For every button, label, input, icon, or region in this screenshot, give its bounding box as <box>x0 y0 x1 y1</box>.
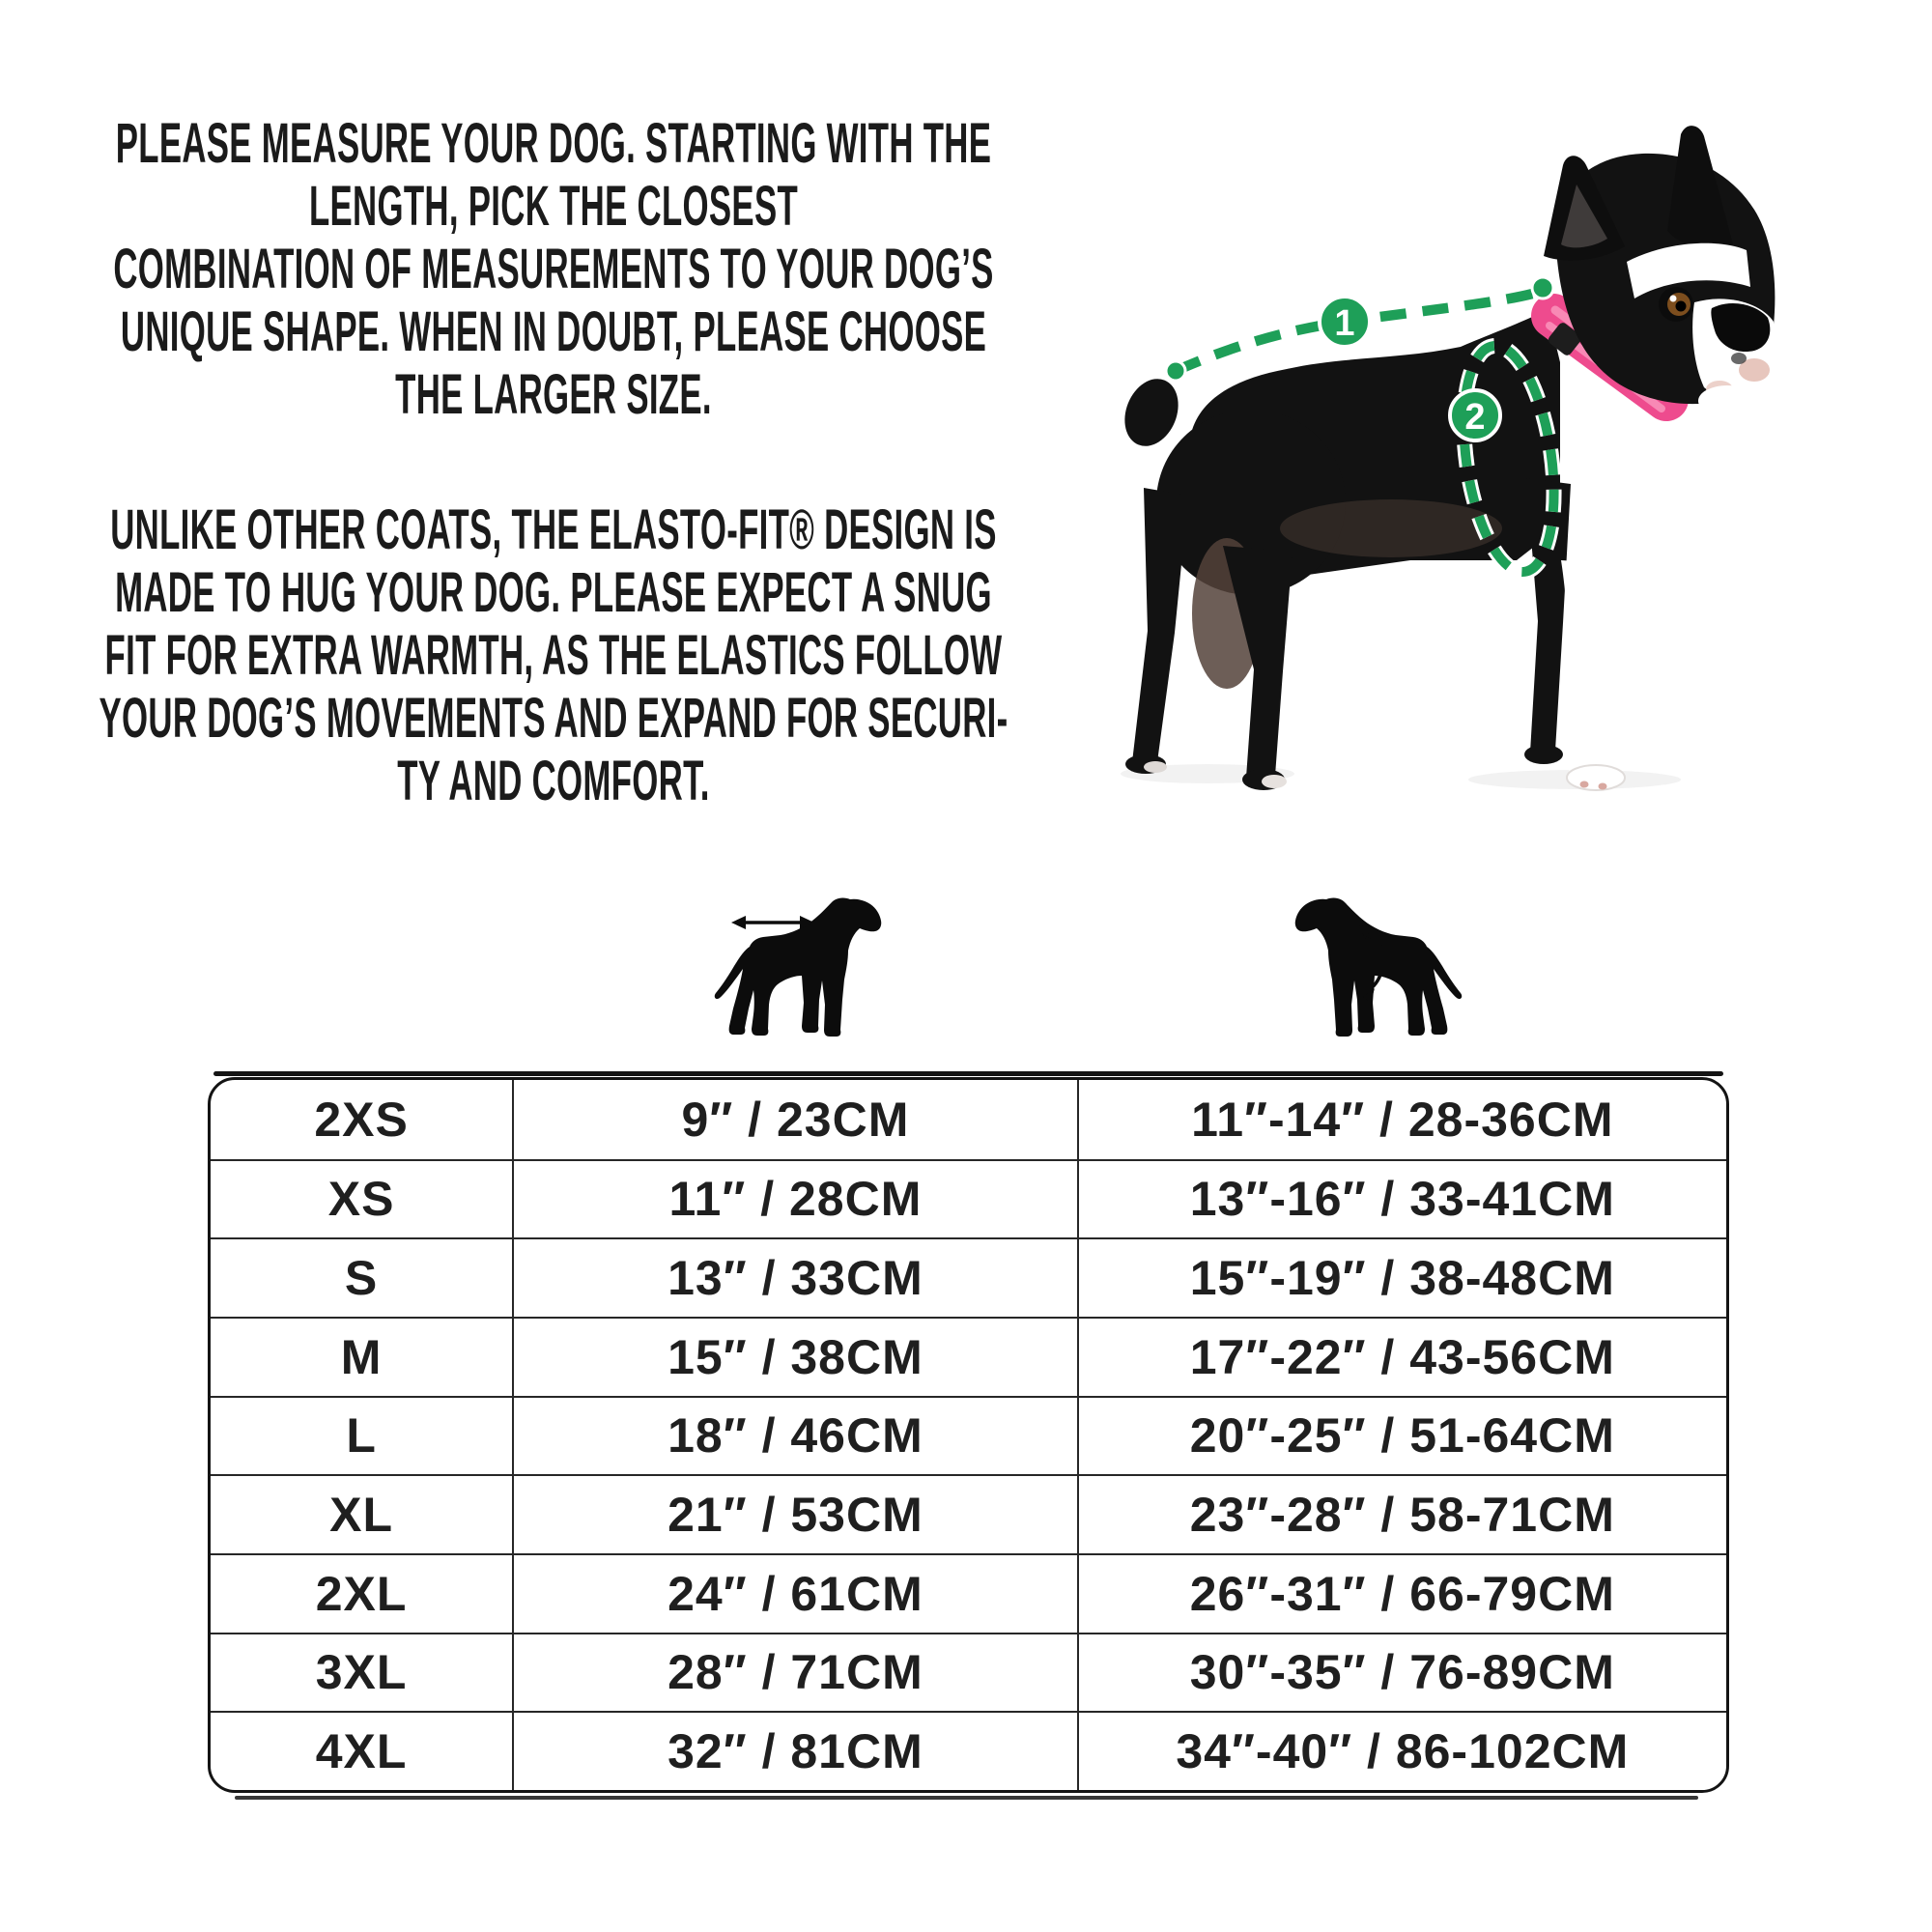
note-line: MADE TO HUG YOUR DOG. PLEASE EXPECT A SNUG <box>115 561 992 624</box>
length-line-end-dot <box>1166 361 1185 381</box>
note-line: TY AND COMFORT. <box>397 750 710 812</box>
girth-value: 15″-19″ / 38-48CM <box>1077 1239 1726 1317</box>
size-label: M <box>340 1329 383 1384</box>
length-arrow-icon <box>731 916 814 929</box>
length-value: 9″ / 23CM <box>512 1080 1076 1159</box>
length-value: 24″ / 61CM <box>512 1555 1076 1633</box>
intro-paragraph <box>3 112 1104 426</box>
table-row <box>211 1080 1726 1159</box>
length-dog-icon <box>696 889 927 1072</box>
size-label: XS <box>327 1172 395 1227</box>
length-value: 13″ / 33CM <box>512 1239 1076 1317</box>
girth-value: 30″-35″ / 76-89CM <box>1077 1634 1726 1712</box>
eye <box>1659 287 1693 322</box>
girth-dog-icon <box>1251 889 1483 1072</box>
length-marker-badge <box>1320 297 1370 347</box>
table-row <box>211 1159 1726 1238</box>
intro-line: UNIQUE SHAPE. WHEN IN DOUBT, PLEASE CHOOSE <box>120 300 987 363</box>
table-row <box>211 1474 1726 1553</box>
intro-line: COMBINATION OF MEASUREMENTS TO YOUR DOG’S <box>113 238 994 300</box>
girth-value: 34″-40″ / 86-102CM <box>1077 1713 1726 1790</box>
length-value: 32″ / 81CM <box>512 1713 1076 1790</box>
length-value: 18″ / 46CM <box>512 1398 1076 1475</box>
size-label: L <box>346 1408 377 1463</box>
size-label: XL <box>329 1488 394 1543</box>
note-line: UNLIKE OTHER COATS, THE ELASTO-FIT® DESIGN IS <box>110 498 997 561</box>
girth-value: 20″-25″ / 51-64CM <box>1077 1398 1726 1475</box>
length-value: 21″ / 53CM <box>512 1476 1076 1553</box>
table-row <box>211 1317 1726 1396</box>
svg-text:1: 1 <box>1334 303 1355 344</box>
length-value: 15″ / 38CM <box>512 1319 1076 1396</box>
intro-line: PLEASE MEASURE YOUR DOG. STARTING WITH THE <box>115 112 992 175</box>
elasto-fit-note <box>3 498 1104 812</box>
girth-value: 17″-22″ / 43-56CM <box>1077 1319 1726 1396</box>
girth-value: 13″-16″ / 33-41CM <box>1077 1161 1726 1238</box>
intro-line: THE LARGER SIZE. <box>395 363 712 426</box>
table-bottom-accent <box>235 1796 1698 1800</box>
size-label: 2XS <box>314 1092 409 1147</box>
table-row <box>211 1711 1726 1790</box>
intro-line: LENGTH, PICK THE CLOSEST <box>308 175 799 238</box>
length-value: 28″ / 71CM <box>512 1634 1076 1712</box>
size-label: 2XL <box>315 1566 408 1621</box>
girth-value: 26″-31″ / 66-79CM <box>1077 1555 1726 1633</box>
size-label: S <box>344 1251 379 1306</box>
girth-value: 11″-14″ / 28-36CM <box>1077 1080 1726 1159</box>
boston-terrier-illustration <box>1115 126 1776 790</box>
note-line: FIT FOR EXTRA WARMTH, AS THE ELASTICS FOLLOW <box>104 624 1003 687</box>
girth-value: 23″-28″ / 58-71CM <box>1077 1476 1726 1553</box>
size-label: 4XL <box>315 1724 408 1779</box>
note-line: YOUR DOG’S MOVEMENTS AND EXPAND FOR SECURI- <box>99 687 1009 750</box>
size-table <box>208 1077 1729 1793</box>
svg-text:2: 2 <box>1464 397 1486 438</box>
table-row <box>211 1237 1726 1317</box>
table-row <box>211 1633 1726 1712</box>
table-row <box>211 1396 1726 1475</box>
length-value: 11″ / 28CM <box>512 1161 1076 1238</box>
table-row <box>211 1553 1726 1633</box>
length-line-end-dot <box>1532 277 1553 298</box>
dog-measurement-photo <box>1101 72 1855 792</box>
size-label: 3XL <box>315 1645 408 1700</box>
girth-marker-badge <box>1450 390 1500 440</box>
table-top-accent <box>213 1071 1723 1076</box>
